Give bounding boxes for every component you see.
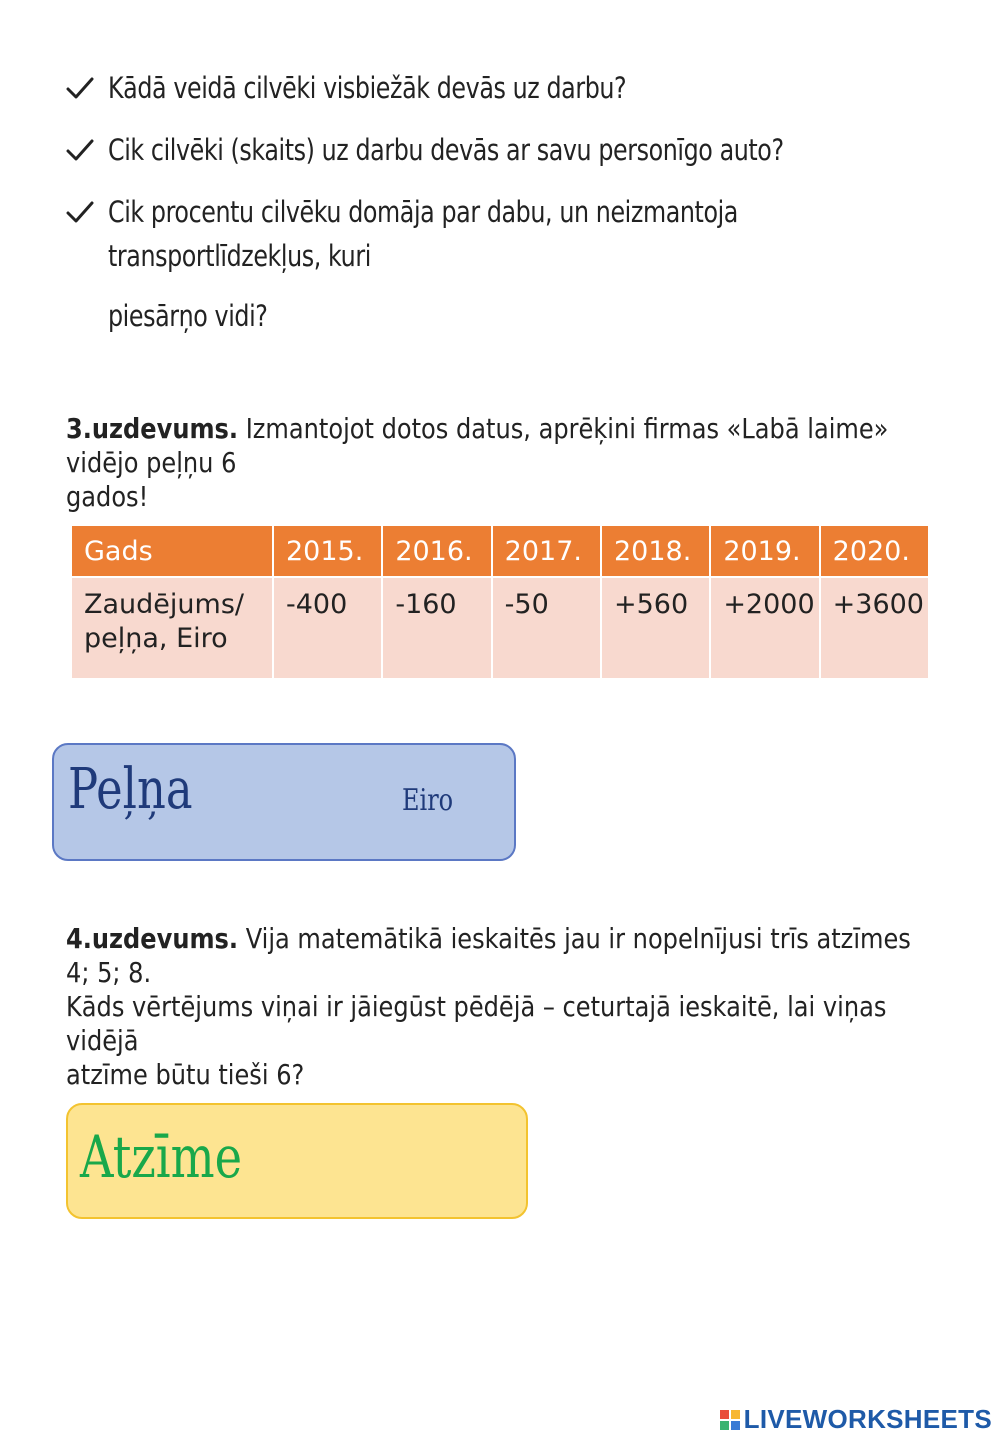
value-cell: -50 <box>493 578 600 678</box>
year-header: 2020. <box>821 526 928 576</box>
task-3-text: Izmantojot dotos datus, aprēķini firmas «Labā laime» vidējo peļņu 6 <box>66 412 889 479</box>
table-header-label: Gads <box>72 526 272 576</box>
year-header: 2019. <box>711 526 818 576</box>
eiro-unit-label: Eiro <box>402 783 454 818</box>
checkmark-icon <box>66 138 94 162</box>
year-header: 2016. <box>383 526 490 576</box>
value-cell: -400 <box>274 578 381 678</box>
liveworksheets-brand <box>719 1404 992 1435</box>
checkmark-icon <box>66 76 94 100</box>
question-text: Kādā veidā cilvēki visbiežāk devās uz darbu? <box>108 71 627 105</box>
year-header: 2015. <box>274 526 381 576</box>
row-label-line-1: Zaudējums/ <box>84 589 244 620</box>
table-row <box>72 578 928 678</box>
row-label <box>72 578 272 678</box>
brand-name: LIVEWORKSHEETS <box>743 1404 992 1434</box>
atzime-answer-input[interactable] <box>268 1135 512 1193</box>
checkmark-icon <box>66 200 94 224</box>
value-cell: -160 <box>383 578 490 678</box>
question-text-line: Cik procentu cilvēku domāja par dabu, un neizmantoja transportlīdzekļus, kuri <box>108 195 738 273</box>
question-item <box>66 128 946 172</box>
task-4 <box>66 922 926 1092</box>
task-4-line-1 <box>66 922 926 990</box>
pelna-answer-box <box>52 743 516 861</box>
question-text-multiline <box>108 190 1000 338</box>
atzime-answer-box <box>66 1103 528 1219</box>
table-header-row <box>72 526 928 576</box>
profit-table <box>70 524 930 680</box>
question-item <box>66 190 946 338</box>
liveworksheets-logo-icon <box>719 1409 741 1431</box>
value-cell: +560 <box>602 578 709 678</box>
question-item <box>66 66 946 110</box>
task-4-text: Vija matemātikā ieskaitēs jau ir nopelnījusi trīs atzīmes 4; 5; 8. <box>66 922 911 989</box>
atzime-label: Atzīme <box>80 1123 243 1191</box>
question-text: Cik cilvēki (skaits) uz darbu devās ar savu personīgo auto? <box>108 133 784 167</box>
task-3-line-2: gados! <box>66 480 149 513</box>
question-text-line: piesārņo vidi? <box>108 299 268 333</box>
pelna-answer-input[interactable] <box>234 775 388 833</box>
year-header: 2017. <box>493 526 600 576</box>
task-3 <box>66 412 926 514</box>
task-4-number: 4.uzdevums. <box>66 922 239 955</box>
row-label-line-2: peļņa, Eiro <box>84 623 228 654</box>
task-3-line-1 <box>66 412 926 480</box>
value-cell: +3600 <box>821 578 928 678</box>
pelna-label: Peļņa <box>68 757 193 822</box>
question-list <box>66 66 946 356</box>
year-header: 2018. <box>602 526 709 576</box>
task-4-line-2: Kāds vērtējums viņai ir jāiegūst pēdējā – ceturtajā ieskaitē, lai viņas vidējā <box>66 990 887 1057</box>
value-cell: +2000 <box>711 578 818 678</box>
task-4-line-3: atzīme būtu tieši 6? <box>66 1058 305 1091</box>
task-3-number: 3.uzdevums. <box>66 412 239 445</box>
